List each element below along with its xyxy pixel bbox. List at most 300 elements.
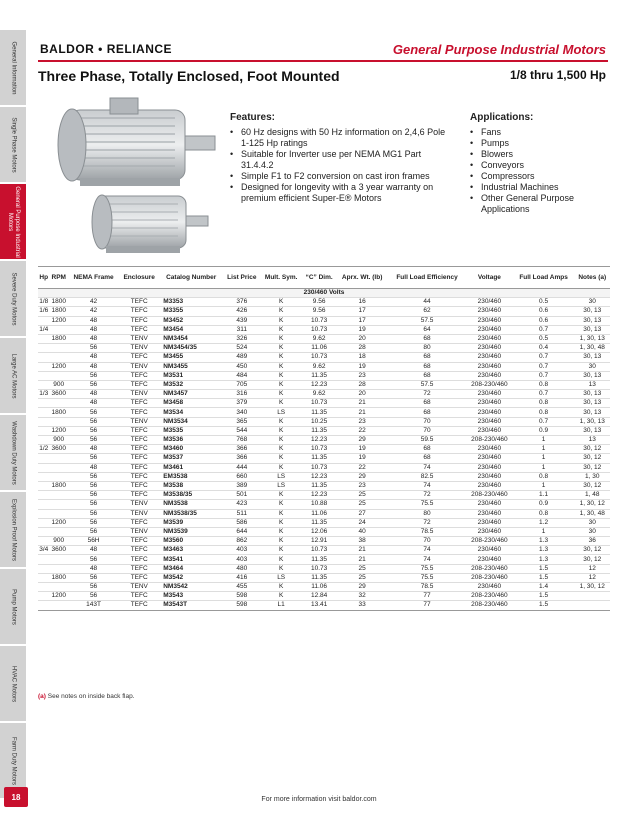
table-cell: 42: [68, 307, 119, 316]
table-cell: 27: [336, 509, 388, 518]
table-cell: 423: [223, 500, 260, 509]
page-title: Three Phase, Totally Enclosed, Foot Mounted: [38, 68, 340, 84]
table-cell: 30: [574, 527, 610, 536]
table-cell: [38, 436, 50, 445]
footnote: (a) See notes on inside back flap.: [38, 693, 135, 700]
table-cell: [50, 500, 68, 509]
side-tab[interactable]: [0, 338, 26, 415]
table-cell: 20: [336, 390, 388, 399]
table-cell: 1/8: [39, 298, 49, 306]
table-cell: 484: [223, 371, 260, 380]
table-cell: 12: [574, 564, 610, 573]
application-item: • Other General Purpose Applications: [470, 193, 610, 215]
side-tab[interactable]: [0, 492, 26, 569]
table-cell: 230/460: [466, 426, 513, 435]
table-cell: 25: [336, 491, 388, 500]
table-cell: M3460: [159, 445, 223, 454]
table-cell: 56: [68, 371, 119, 380]
table-cell: 30: [574, 362, 610, 371]
table-cell: 68: [388, 445, 466, 454]
table-cell: [50, 344, 68, 353]
table-cell: [38, 316, 50, 325]
table-cell: 56: [68, 408, 119, 417]
table-cell: 208-230/460: [466, 592, 513, 601]
table-cell: 11.35: [302, 573, 337, 582]
table-row: [38, 546, 610, 555]
table-cell: K: [260, 518, 301, 527]
table-cell: 10.73: [302, 325, 337, 334]
applications-list: [470, 127, 610, 215]
table-cell: M3535: [159, 426, 223, 435]
table-cell: K: [260, 417, 301, 426]
table-cell: 9.62: [302, 362, 337, 371]
table-cell: NM3542: [159, 583, 223, 592]
table-cell: M3532: [159, 380, 223, 389]
table-cell: [38, 527, 50, 536]
table-cell: 10.73: [302, 463, 337, 472]
table-cell: 230/460: [466, 353, 513, 362]
side-tab[interactable]: [0, 646, 26, 723]
table-cell: 230/460: [466, 417, 513, 426]
side-tab[interactable]: [0, 107, 26, 184]
table-cell: TENV: [119, 500, 159, 509]
table-cell: K: [260, 555, 301, 564]
table-cell: 489: [223, 353, 260, 362]
table-row: [38, 298, 610, 307]
side-tab[interactable]: [0, 261, 26, 338]
table-cell: 13: [574, 436, 610, 445]
table-row: [38, 426, 610, 435]
table-cell: [38, 426, 50, 435]
header-category: General Purpose Industrial Motors: [392, 42, 606, 57]
table-cell: 77: [388, 592, 466, 601]
table-cell: 13.41: [302, 601, 337, 610]
table-cell: 68: [388, 399, 466, 408]
side-tab-label: General Purpose Industrial Motors: [7, 185, 20, 258]
table-row: [38, 537, 610, 546]
table-cell: 1200: [51, 426, 66, 434]
side-tab-label: Single Phase Motors: [10, 116, 17, 173]
table-cell: 23: [336, 417, 388, 426]
table-cell: K: [260, 380, 301, 389]
table-cell: 230/460: [466, 481, 513, 490]
table-cell: 12.23: [302, 491, 337, 500]
table-cell: 340: [223, 408, 260, 417]
table-cell: 23: [336, 481, 388, 490]
table-cell: 19: [336, 325, 388, 334]
table-cell: TEFC: [119, 491, 159, 500]
table-cell: 501: [223, 491, 260, 500]
table-cell: 1, 30, 12: [574, 583, 610, 592]
table-cell: 0.8: [513, 399, 575, 408]
page-number: 18: [4, 787, 28, 807]
table-cell: 48: [68, 445, 119, 454]
table-cell: 30, 13: [574, 307, 610, 316]
table-cell: 48: [68, 325, 119, 334]
table-cell: 230/460: [466, 362, 513, 371]
table-cell: 230/460: [466, 463, 513, 472]
table-row: [38, 334, 610, 343]
application-item: • Blowers: [470, 149, 610, 160]
table-cell: K: [260, 592, 301, 601]
table-cell: K: [260, 399, 301, 408]
table-cell: 230/460: [466, 408, 513, 417]
table-cell: 862: [223, 537, 260, 546]
table-cell: 11.06: [302, 583, 337, 592]
table-cell: TEFC: [119, 592, 159, 601]
table-cell: 1, 30: [574, 472, 610, 481]
table-cell: 230/460: [466, 509, 513, 518]
features-list: [230, 127, 455, 204]
column-header: Catalog Number: [159, 267, 223, 289]
side-tab[interactable]: [0, 415, 26, 492]
table-cell: 544: [223, 426, 260, 435]
table-cell: TENV: [119, 390, 159, 399]
side-tab-label: HVAC Motors: [10, 665, 17, 702]
table-cell: 29: [336, 583, 388, 592]
footnote-text: See notes on inside back flap.: [47, 693, 135, 700]
table-cell: 56: [68, 509, 119, 518]
table-header-row: [38, 267, 610, 289]
brand-logo: BALDOR • RELIANCE: [40, 42, 173, 56]
table-cell: 13: [574, 380, 610, 389]
table-cell: 75.5: [388, 500, 466, 509]
header-rule: [38, 60, 608, 62]
side-tab-label: Pump Motors: [10, 588, 17, 625]
table-cell: 326: [223, 334, 260, 343]
table-cell: 23: [336, 371, 388, 380]
application-item: • Conveyors: [470, 160, 610, 171]
table-cell: 56: [68, 527, 119, 536]
table-cell: TEFC: [119, 353, 159, 362]
feature-item: • Suitable for Inverter use per NEMA MG1 Part 31.4.4.2: [230, 149, 455, 171]
table-cell: K: [260, 353, 301, 362]
table-cell: M3458: [159, 399, 223, 408]
table-cell: 230/460: [466, 472, 513, 481]
table-cell: [38, 344, 50, 353]
table-cell: 230/460: [466, 555, 513, 564]
table-cell: [50, 353, 68, 362]
table-cell: [38, 555, 50, 564]
table-cell: 56: [68, 417, 119, 426]
table-cell: 21: [336, 408, 388, 417]
table-row: [38, 564, 610, 573]
table-cell: 70: [388, 426, 466, 435]
table-cell: 1.2: [513, 518, 575, 527]
table-cell: 11.35: [302, 426, 337, 435]
table-cell: M3536: [159, 436, 223, 445]
table-cell: 48: [68, 399, 119, 408]
table-cell: 705: [223, 380, 260, 389]
table-cell: TEFC: [119, 454, 159, 463]
table-cell: M3560: [159, 537, 223, 546]
table-cell: TEFC: [119, 426, 159, 435]
table-cell: 900: [50, 380, 68, 389]
table-cell: 230/460: [466, 454, 513, 463]
table-cell: 19: [336, 454, 388, 463]
table-cell: TENV: [119, 334, 159, 343]
table-cell: 230/460: [466, 399, 513, 408]
table-cell: [50, 564, 68, 573]
table-cell: 230/460: [466, 371, 513, 380]
table-cell: [50, 527, 68, 536]
table-cell: 12.06: [302, 527, 337, 536]
table-cell: 0.5: [513, 298, 575, 307]
column-header: Voltage: [466, 267, 513, 289]
table-cell: TEFC: [119, 564, 159, 573]
table-cell: M3461: [159, 463, 223, 472]
table-cell: [50, 463, 68, 472]
table-cell: 10.73: [302, 399, 337, 408]
table-cell: [38, 481, 50, 490]
table-cell: M3537: [159, 454, 223, 463]
table-cell: TEFC: [119, 316, 159, 325]
table-cell: TEFC: [119, 307, 159, 316]
table-cell: 11.35: [302, 518, 337, 527]
table-cell: 598: [223, 601, 260, 610]
table-cell: 56: [68, 454, 119, 463]
table-cell: 524: [223, 344, 260, 353]
table-cell: 68: [388, 408, 466, 417]
table-row: [38, 491, 610, 500]
table-cell: 3600: [51, 546, 66, 554]
side-tab-label: General Information: [10, 40, 17, 95]
table-cell: 21: [336, 546, 388, 555]
table-cell: 36: [574, 537, 610, 546]
table-cell: [38, 601, 50, 610]
table-cell: 1/3: [39, 390, 49, 398]
table-cell: 30, 13: [574, 399, 610, 408]
table-cell: K: [260, 546, 301, 555]
table-cell: [38, 353, 50, 362]
table-cell: 426: [223, 307, 260, 316]
table-cell: EM3538: [159, 472, 223, 481]
table-cell: 389: [223, 481, 260, 490]
table-cell: 1: [513, 436, 575, 445]
table-cell: 11.35: [302, 481, 337, 490]
table-cell: 230/460: [466, 325, 513, 334]
features-section: [230, 112, 455, 204]
table-cell: 1, 30, 12: [574, 500, 610, 509]
table-cell: 598: [223, 592, 260, 601]
side-tab-label: Explosion Proof Motors: [10, 498, 17, 561]
table-cell: [38, 592, 50, 601]
table-cell: TENV: [119, 527, 159, 536]
table-cell: 30, 12: [574, 555, 610, 564]
table-cell: 48: [68, 463, 119, 472]
table-cell: 30, 12: [574, 546, 610, 555]
table-cell: 1800: [51, 298, 66, 306]
table-cell: 1/6: [39, 307, 49, 315]
table-cell: 3600: [51, 390, 66, 398]
table-cell: K: [260, 362, 301, 371]
table-cell: 12.23: [302, 436, 337, 445]
table-cell: 25: [336, 500, 388, 509]
table-cell: K: [260, 316, 301, 325]
table-row: [38, 362, 610, 371]
table-cell: 230/460: [466, 334, 513, 343]
table-cell: 1: [513, 481, 575, 490]
side-tab[interactable]: [0, 184, 26, 261]
table-row: [38, 509, 610, 518]
table-cell: 660: [223, 472, 260, 481]
table-cell: TEFC: [119, 555, 159, 564]
table-cell: 10.25: [302, 417, 337, 426]
table-cell: 1800: [51, 573, 66, 581]
table-cell: [38, 334, 50, 343]
table-cell: 16: [336, 298, 388, 307]
table-row: [38, 371, 610, 380]
side-tab-label: Large AC Motors: [10, 352, 17, 399]
table-cell: 28: [336, 380, 388, 389]
table-cell: 30, 13: [574, 390, 610, 399]
table-cell: 30, 13: [574, 408, 610, 417]
table-cell: 11.06: [302, 344, 337, 353]
table-row: [38, 454, 610, 463]
table-cell: 1.5: [513, 592, 575, 601]
table-cell: 1200: [51, 316, 66, 324]
table-cell: M3464: [159, 564, 223, 573]
table-cell: 56: [68, 592, 119, 601]
table-cell: 208-230/460: [466, 436, 513, 445]
table-cell: [50, 325, 68, 334]
table-cell: 12.23: [302, 380, 337, 389]
table-cell: 143T: [68, 601, 119, 610]
table-row: [38, 463, 610, 472]
table-cell: M3531: [159, 371, 223, 380]
hp-range: 1/8 thru 1,500 Hp: [509, 68, 606, 82]
column-header: Mult. Sym.: [260, 267, 301, 289]
table-cell: 11.35: [302, 454, 337, 463]
spec-table: [38, 266, 610, 611]
column-header: Full Load Amps: [513, 267, 575, 289]
table-cell: LS: [260, 481, 301, 490]
table-cell: 30, 13: [574, 426, 610, 435]
side-tab[interactable]: [0, 30, 26, 107]
column-header: RPM: [50, 267, 68, 289]
table-row: [38, 518, 610, 527]
motor-illustration: [50, 92, 225, 264]
table-cell: K: [260, 500, 301, 509]
table-cell: 29: [336, 436, 388, 445]
table-cell: TEFC: [119, 537, 159, 546]
table-cell: 900: [50, 537, 68, 546]
table-cell: 0.9: [513, 500, 575, 509]
table-cell: 72: [388, 518, 466, 527]
table-cell: 48: [68, 546, 119, 555]
table-cell: 48: [68, 564, 119, 573]
table-cell: 30: [574, 298, 610, 307]
table-row: [38, 481, 610, 490]
table-cell: [38, 408, 50, 417]
table-row: [38, 436, 610, 445]
table-cell: 32: [336, 592, 388, 601]
table-cell: 9.62: [302, 334, 337, 343]
table-cell: 3/4: [39, 546, 49, 554]
table-cell: 38: [336, 537, 388, 546]
table-cell: 768: [223, 436, 260, 445]
table-cell: TEFC: [119, 408, 159, 417]
table-cell: [38, 472, 50, 481]
table-cell: [50, 399, 68, 408]
applications-title: Applications:: [470, 112, 534, 123]
table-row: [38, 390, 610, 399]
table-cell: K: [260, 390, 301, 399]
table-cell: 1800: [51, 408, 66, 416]
table-cell: TEFC: [119, 380, 159, 389]
features-title: Features:: [230, 112, 276, 123]
table-cell: 455: [223, 583, 260, 592]
table-cell: K: [260, 445, 301, 454]
column-header: Aprx. Wt. (lb): [336, 267, 388, 289]
column-header: Hp: [38, 267, 50, 289]
table-cell: 416: [223, 573, 260, 582]
table-cell: 21: [336, 399, 388, 408]
table-cell: 0.4: [513, 344, 575, 353]
table-cell: 56: [68, 573, 119, 582]
table-cell: K: [260, 436, 301, 445]
table-row: [38, 573, 610, 582]
table-cell: 1.1: [513, 491, 575, 500]
table-cell: 78.5: [388, 583, 466, 592]
table-cell: 68: [388, 362, 466, 371]
table-cell: 0.6: [513, 307, 575, 316]
table-cell: 0.7: [513, 417, 575, 426]
table-cell: M3538/35: [159, 491, 223, 500]
table-cell: 25: [336, 573, 388, 582]
table-cell: 30, 13: [574, 371, 610, 380]
table-cell: M3463: [159, 546, 223, 555]
table-cell: M3542: [159, 573, 223, 582]
table-cell: 56: [68, 426, 119, 435]
side-tab[interactable]: [0, 569, 26, 646]
applications-section: [470, 112, 610, 215]
table-cell: M3541: [159, 555, 223, 564]
table-cell: 29: [336, 472, 388, 481]
column-header: List Price: [223, 267, 260, 289]
table-cell: 0.8: [513, 408, 575, 417]
table-cell: 586: [223, 518, 260, 527]
table-cell: 56H: [68, 537, 119, 546]
table-cell: K: [260, 463, 301, 472]
table-cell: [38, 463, 50, 472]
table-cell: 11.35: [302, 371, 337, 380]
table-cell: [574, 601, 610, 610]
table-cell: 1.5: [513, 601, 575, 610]
side-tab-label: Severe Duty Motors: [10, 271, 17, 326]
table-cell: 0.8: [513, 380, 575, 389]
table-cell: NM3538: [159, 500, 223, 509]
table-cell: 10.73: [302, 445, 337, 454]
table-cell: 1: [513, 527, 575, 536]
table-cell: K: [260, 426, 301, 435]
table-cell: 44: [388, 298, 466, 307]
table-cell: 311: [223, 325, 260, 334]
table-cell: 19: [336, 445, 388, 454]
table-cell: 12: [574, 573, 610, 582]
table-cell: M3454: [159, 325, 223, 334]
table-cell: [38, 380, 50, 389]
table-cell: TEFC: [119, 573, 159, 582]
table-cell: [574, 592, 610, 601]
table-row: [38, 417, 610, 426]
table-cell: 10.73: [302, 316, 337, 325]
table-row: [38, 500, 610, 509]
table-cell: 208-230/460: [466, 601, 513, 610]
table-cell: 22: [336, 463, 388, 472]
table-row: [38, 399, 610, 408]
table-cell: K: [260, 454, 301, 463]
